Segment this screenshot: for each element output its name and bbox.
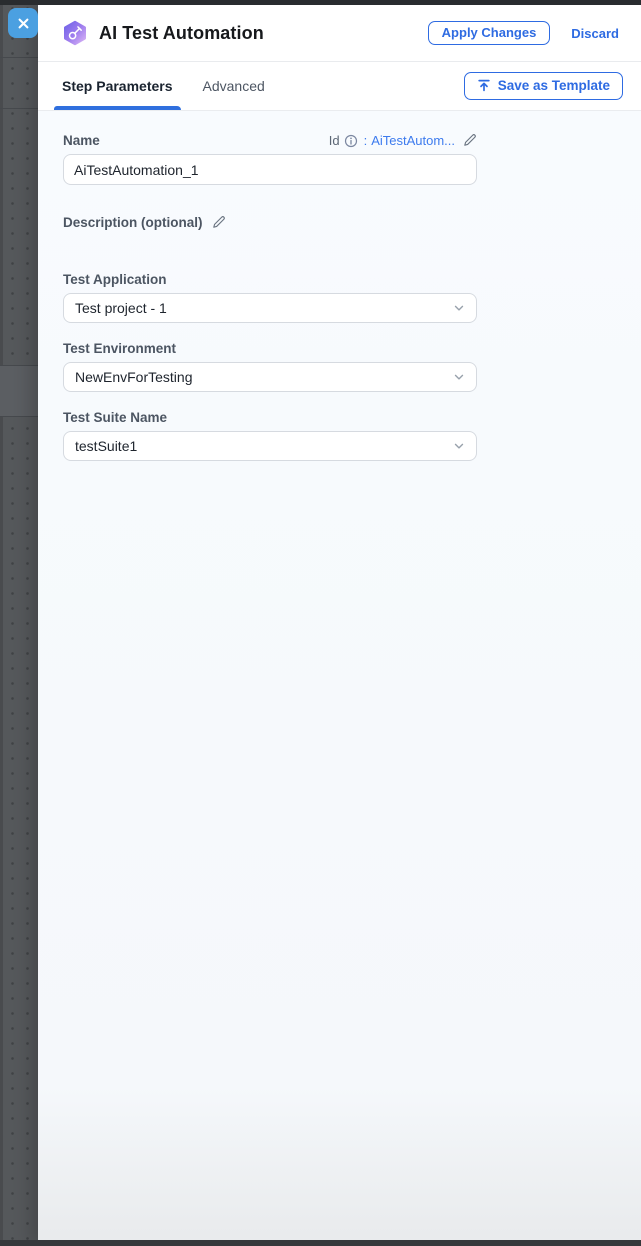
field-test-suite-name xyxy=(63,410,477,461)
step-name-input[interactable] xyxy=(63,154,477,185)
app-bottom-edge xyxy=(0,1240,641,1246)
name-row xyxy=(63,133,477,148)
selected-value: testSuite1 xyxy=(75,438,138,454)
edit-description-button[interactable] xyxy=(211,215,226,230)
discard-button[interactable]: Discard xyxy=(571,25,619,41)
canvas-section xyxy=(0,365,38,417)
name-label: Name xyxy=(63,133,100,148)
pencil-icon xyxy=(211,215,226,230)
test-suite-name-select[interactable] xyxy=(63,431,477,461)
test-environment-select[interactable] xyxy=(63,362,477,392)
tabs-spacer xyxy=(273,62,464,110)
pipeline-canvas-gutter xyxy=(0,5,38,1246)
step-config-drawer xyxy=(38,5,641,1246)
field-test-environment xyxy=(63,341,477,392)
step-id-value[interactable]: AiTestAutom... xyxy=(371,133,455,148)
field-test-application xyxy=(63,272,477,323)
tab-label: Advanced xyxy=(202,78,265,94)
close-icon xyxy=(17,17,30,30)
tab-advanced[interactable] xyxy=(195,62,273,110)
chevron-down-icon xyxy=(453,302,465,314)
selected-value: Test project - 1 xyxy=(75,300,167,316)
test-application-select[interactable] xyxy=(63,293,477,323)
save-as-template-button[interactable] xyxy=(464,72,623,100)
info-icon[interactable] xyxy=(344,134,358,148)
test-application-label: Test Application xyxy=(63,272,167,287)
step-id-row xyxy=(329,133,477,148)
tab-label: Step Parameters xyxy=(62,78,173,94)
chevron-down-icon xyxy=(453,371,465,383)
apply-changes-button[interactable]: Apply Changes xyxy=(428,21,551,46)
selected-value: NewEnvForTesting xyxy=(75,369,193,385)
app-top-edge xyxy=(0,0,641,5)
id-separator: : xyxy=(363,133,368,148)
close-drawer-button[interactable] xyxy=(8,8,38,38)
tabs-bar xyxy=(38,62,641,111)
canvas-left-edge xyxy=(0,5,3,1246)
edit-id-button[interactable] xyxy=(462,133,477,148)
drawer-title: AI Test Automation xyxy=(99,22,264,43)
description-label: Description (optional) xyxy=(63,215,203,230)
save-template-label: Save as Template xyxy=(497,78,610,94)
save-template-icon xyxy=(477,79,491,92)
step-form xyxy=(63,133,477,461)
tab-step-parameters[interactable] xyxy=(54,62,181,110)
test-environment-label: Test Environment xyxy=(63,341,177,356)
test-suite-name-label: Test Suite Name xyxy=(63,410,168,425)
id-prefix-label: Id xyxy=(328,133,340,148)
step-parameters-panel xyxy=(38,111,641,1246)
ai-test-automation-icon xyxy=(62,20,88,46)
canvas-divider xyxy=(0,108,38,109)
canvas-divider xyxy=(0,57,38,58)
description-row xyxy=(63,215,477,230)
pencil-icon xyxy=(462,133,477,148)
drawer-header xyxy=(38,5,641,62)
chevron-down-icon xyxy=(453,440,465,452)
header-actions xyxy=(428,21,619,46)
